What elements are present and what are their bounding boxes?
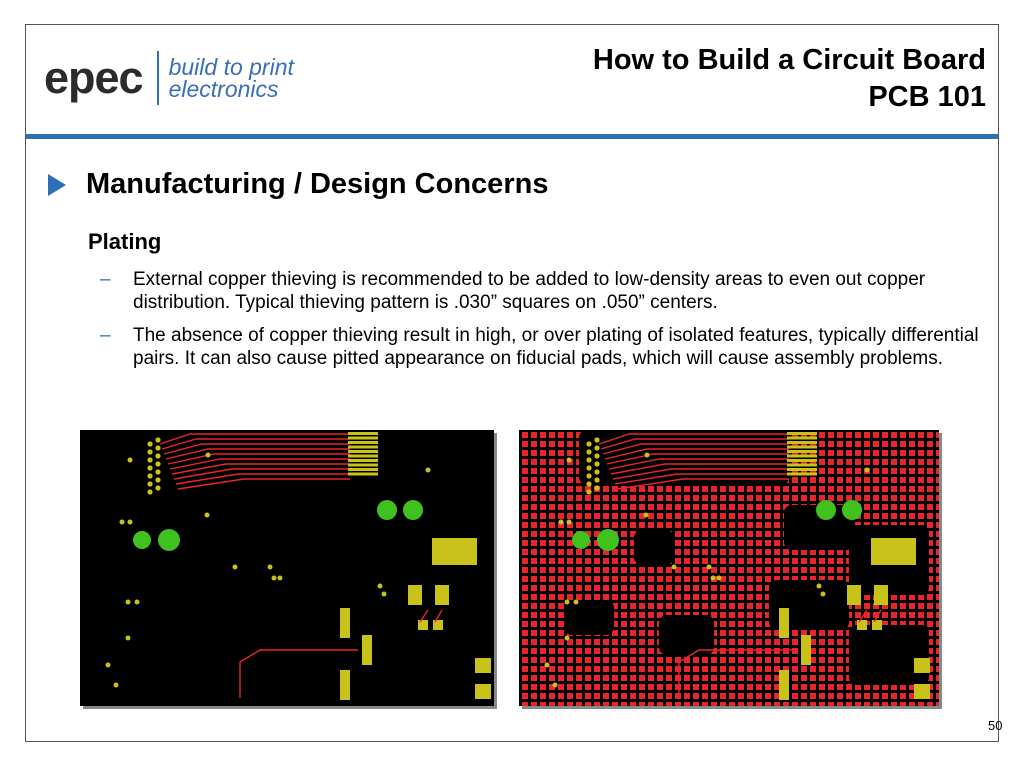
list-item: [100, 268, 980, 314]
slide-title-line1: How to Build a Circuit Board: [592, 44, 986, 76]
pcb-without-thieving-image: [80, 430, 494, 706]
page-number: 50: [988, 718, 1003, 733]
section-subheading: Plating: [88, 229, 162, 254]
epec-logo: [44, 50, 294, 106]
header-divider: [26, 134, 998, 139]
section-heading-row: [48, 168, 548, 201]
dash-bullet: –: [100, 325, 111, 346]
dash-bullet: –: [100, 269, 111, 290]
logo-tagline-line1: build to print: [168, 54, 294, 80]
bullet-triangle-icon: [48, 174, 66, 196]
logo-tagline: [169, 56, 294, 100]
section-heading: Manufacturing / Design Concerns: [86, 168, 549, 200]
logo-word: epec: [44, 52, 143, 103]
pcb-with-thieving-image: [519, 430, 939, 706]
list-item-text: The absence of copper thieving result in high, or over plating of isolated features, typically differential pairs. It can also cause pitted appearance on fiducial pads, which will cause assembly problems.: [133, 325, 979, 369]
logo-tagline-line2: electronics: [168, 76, 279, 102]
logo-divider: [157, 51, 159, 105]
slide-title-line2: PCB 101: [868, 81, 986, 113]
slide-title: [593, 42, 986, 116]
list-item: [100, 324, 980, 370]
list-item-text: External copper thieving is recommended to be added to low-density areas to even out copper distribution. Typical thieving pattern is .030” squares on .050” centers.: [133, 269, 926, 313]
